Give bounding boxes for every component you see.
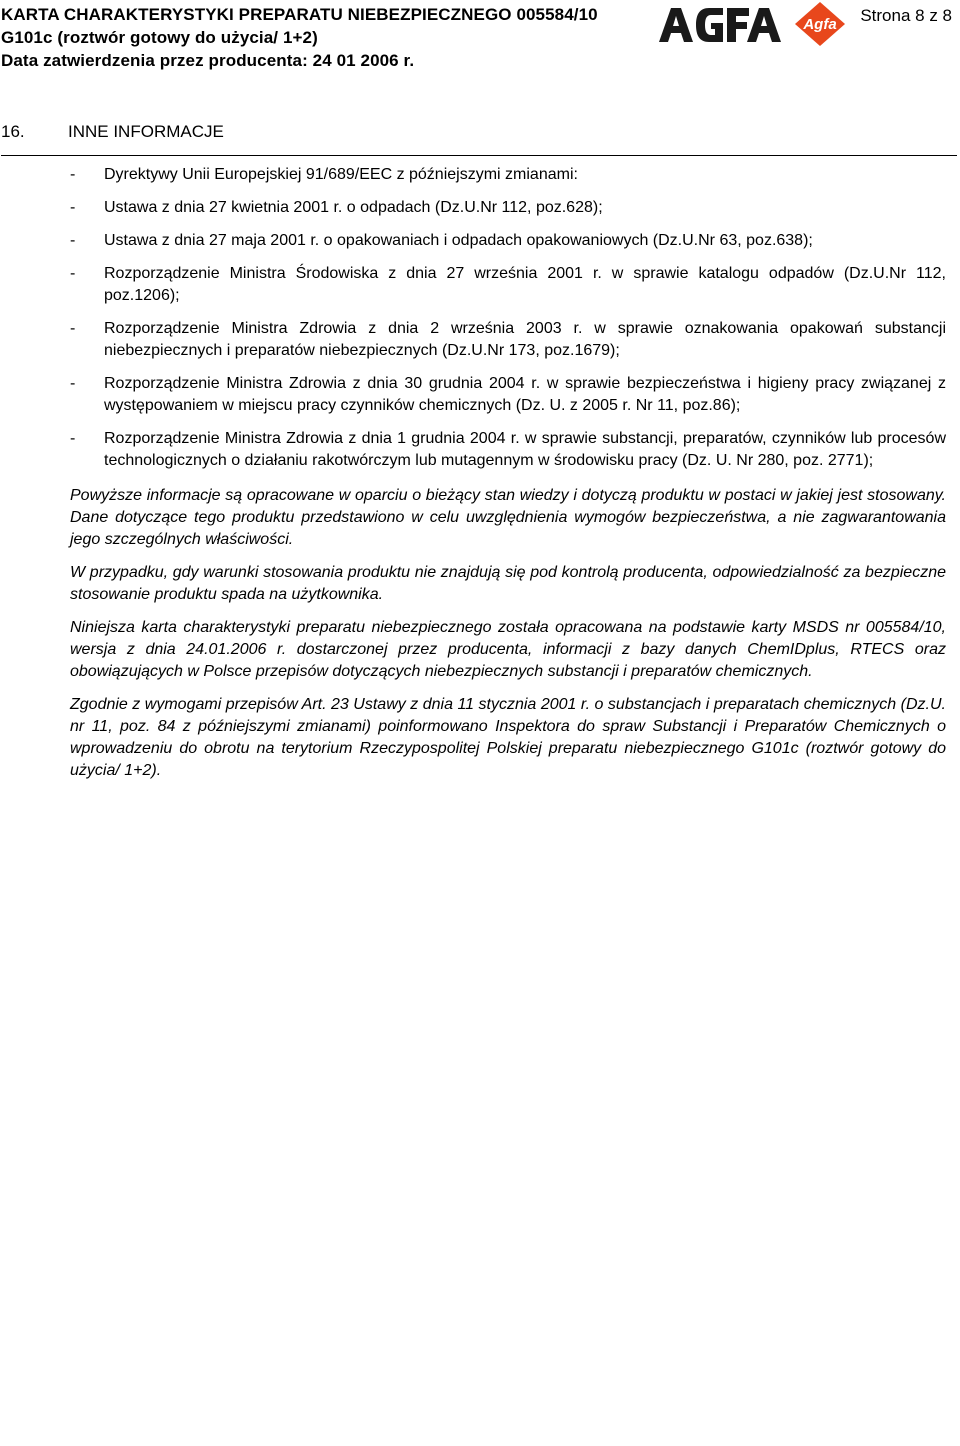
list-dash: - [70, 265, 76, 282]
svg-text:Agfa: Agfa [803, 16, 837, 33]
document-title: KARTA CHARAKTERYSTYKI PREPARATU NIEBEZPIECZNEGO 005584/10 [1, 5, 598, 24]
section-heading [1, 122, 224, 142]
note-paragraph: Zgodnie z wymogami przepisów Art. 23 Ustawy z dnia 11 stycznia 2001 r. o substancjach i preparatach chemicznych (Dz.U. nr 11, poz. 84 z późniejszymi zmianami) poinformowano Inspektora do spraw Substancji i Preparatów Chemicznych o wprowadzeniu do obrotu na terytorium Rzeczypospolitej Polskiej preparatu niebezpiecznego G101c (roztwór gotowy do użycia/ 1+2). [70, 696, 946, 779]
list-item: - Rozporządzenie Ministra Zdrowia z dnia 30 grudnia 2004 r. w sprawie bezpieczeństwa i higieny pracy związanej z występowaniem w miejscu pracy czynników chemicznych (Dz. U. z 2005 r. Nr 11, poz.86); [70, 375, 946, 414]
approval-date: Data zatwierdzenia przez producenta: 24 01 2006 r. [1, 51, 415, 70]
header-titles [1, 3, 598, 72]
regulations-list [70, 164, 946, 472]
section-divider [1, 155, 957, 156]
list-item: - Dyrektywy Unii Europejskiej 91/689/EEC z późniejszymi zmianami: [70, 164, 946, 186]
note-paragraph: Powyższe informacje są opracowane w oparciu o bieżący stan wiedzy i dotyczą produktu w postaci w jakiej jest stosowany. Dane dotyczące tego produktu przedstawiono w celu uwzględnienia wymogów bezpieczeństwa, a nie zagwarantowania jego szczególnych właściwości. [70, 487, 946, 548]
agfa-logo-icon [657, 4, 783, 44]
list-dash: - [70, 375, 76, 392]
section-number: 16. [1, 122, 25, 141]
list-dash: - [70, 430, 76, 447]
list-dash: - [70, 166, 76, 183]
section-title: INNE INFORMACJE [68, 122, 224, 141]
document-header [0, 0, 960, 72]
section-content [70, 164, 946, 793]
note-paragraph: W przypadku, gdy warunki stosowania produktu nie znajdują się pod kontrolą producenta, odpowiedzialność za bezpieczne stosowanie produktu spada na użytkownika. [70, 564, 946, 603]
list-item: - Ustawa z dnia 27 kwietnia 2001 r. o odpadach (Dz.U.Nr 112, poz.628); [70, 197, 946, 219]
note-paragraph: Niniejsza karta charakterystyki preparatu niebezpiecznego została opracowana na podstawie karty MSDS nr 005584/10, wersja z dnia 24.01.2006 r. dostarczonej przez producenta, informacji z bazy danych ChemIDplus, RTECS oraz obowiązujących w Polsce przepisów dotyczących niebezpiecznych substancji i preparatów chemicznych. [70, 619, 946, 680]
product-name: G101c (roztwór gotowy do użycia/ 1+2) [1, 28, 318, 47]
list-dash: - [70, 320, 76, 337]
agfa-badge-icon [794, 1, 846, 47]
list-dash: - [70, 232, 76, 249]
list-item: - Ustawa z dnia 27 maja 2001 r. o opakowaniach i odpadach opakowaniowych (Dz.U.Nr 63, poz.638); [70, 230, 946, 252]
list-item: - Rozporządzenie Ministra Zdrowia z dnia 2 września 2003 r. w sprawie oznakowania opakowań substancji niebezpiecznych i preparatów niebezpiecznych (Dz.U.Nr 173, poz.1679); [70, 320, 946, 359]
list-item: - Rozporządzenie Ministra Środowiska z dnia 27 września 2001 r. w sprawie katalogu odpadów (Dz.U.Nr 112, poz.1206); [70, 265, 946, 304]
list-dash: - [70, 199, 76, 216]
disclaimer-notes [70, 485, 946, 782]
page-number: Strona 8 z 8 [860, 6, 952, 25]
list-item: - Rozporządzenie Ministra Zdrowia z dnia 1 grudnia 2004 r. w sprawie substancji, preparatów, czynników lub procesów technologicznych o działaniu rakotwórczym lub mutagennym w środowisku pracy (Dz. U. Nr 280, poz. 2771); [70, 430, 946, 469]
